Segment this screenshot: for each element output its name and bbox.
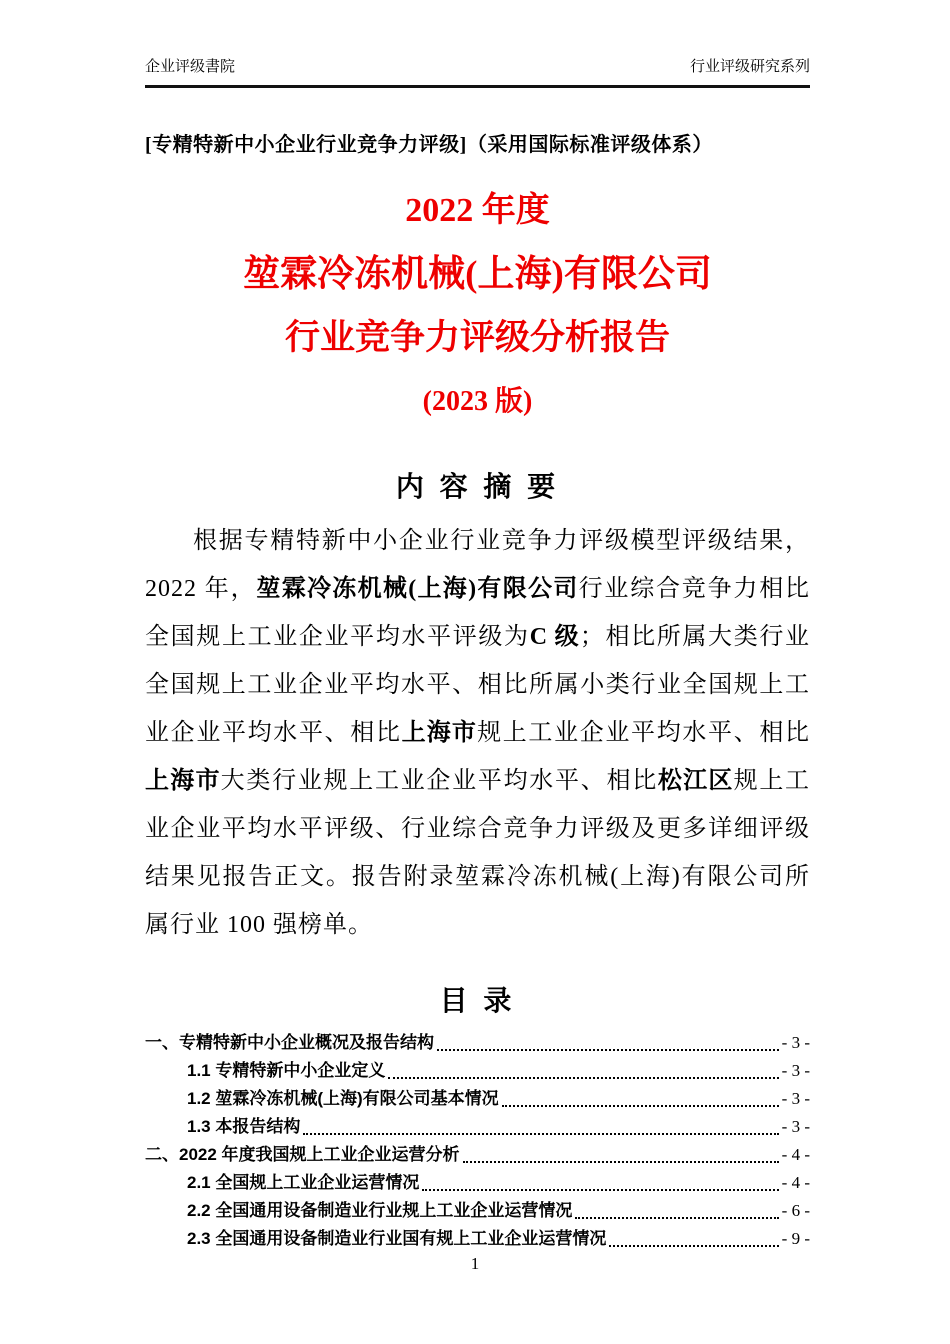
toc-dot-leader bbox=[609, 1245, 778, 1247]
header-left-text: 企业评级書院 bbox=[145, 58, 236, 75]
toc-entry-label: 1.1 专精特新中小企业定义 bbox=[187, 1061, 386, 1080]
toc-heading: 目 录 bbox=[439, 985, 516, 1016]
summary-bold-term: 堃霖冷冻机械(上海)有限公司 bbox=[256, 576, 579, 602]
toc-entry bbox=[145, 1169, 810, 1197]
toc-entry-label: 1.3 本报告结构 bbox=[187, 1117, 301, 1136]
toc-entry-page: - 4 - bbox=[781, 1173, 810, 1192]
summary-text-run: 根据专精特新中小企业行业竞争力评级模型评级结果，2022 年， bbox=[145, 528, 810, 602]
toc-entry-label: 1.2 堃霖冷冻机械(上海)有限公司基本情况 bbox=[187, 1089, 499, 1108]
summary-text-run: 行业综合竞争力相比全国规上工业企业平均水平评级为 bbox=[145, 576, 811, 650]
toc-entry bbox=[145, 1225, 810, 1253]
toc-dot-leader bbox=[502, 1105, 779, 1107]
summary-heading: 内 容 摘 要 bbox=[395, 471, 560, 502]
title-block bbox=[145, 191, 810, 419]
toc-entry-label: 一、专精特新中小企业概况及报告结构 bbox=[145, 1033, 434, 1052]
header-right-text: 行业评级研究系列 bbox=[689, 58, 810, 75]
toc-dot-leader bbox=[463, 1161, 779, 1163]
toc-dot-leader bbox=[303, 1133, 778, 1135]
toc-entry-page: - 4 - bbox=[781, 1145, 810, 1164]
title-report-line: 行业竞争力评级分析报告 bbox=[284, 318, 670, 357]
toc-entry-label: 2.2 全国通用设备制造业行业规上工业企业运营情况 bbox=[187, 1201, 573, 1220]
toc-entry-page: - 3 - bbox=[781, 1061, 810, 1080]
title-edition-line: (2023 版) bbox=[422, 386, 533, 417]
toc-entry-page: - 6 - bbox=[781, 1201, 810, 1220]
toc-entry-label: 2.1 全国规上工业企业运营情况 bbox=[187, 1173, 420, 1192]
toc-entry bbox=[145, 1057, 810, 1085]
toc-entry-page: - 3 - bbox=[781, 1033, 810, 1052]
summary-bold-term: 松江区 bbox=[657, 768, 734, 794]
toc-entry bbox=[145, 1141, 810, 1169]
toc-entry bbox=[145, 1029, 810, 1057]
summary-bold-term: C 级 bbox=[529, 624, 580, 650]
toc-entry bbox=[145, 1197, 810, 1225]
toc-entry-label: 二、2022 年度我国规上工业企业运营分析 bbox=[145, 1145, 460, 1164]
toc-entry-page: - 3 - bbox=[781, 1117, 810, 1136]
toc-entry bbox=[145, 1113, 810, 1141]
summary-text-run: 规上工业企业平均水平评级、行业综合竞争力评级及更多详细评级结果见报告正文。报告附录堃霖冷冻机械(上海)有限公司所属行业 100 强榜单。 bbox=[145, 768, 811, 938]
toc-entry-page: - 3 - bbox=[781, 1089, 810, 1108]
toc-entry-label: 2.3 全国通用设备制造业行业国有规上工业企业运营情况 bbox=[187, 1229, 607, 1248]
summary-bold-term: 上海市 bbox=[145, 768, 221, 794]
toc-entry-page: - 9 - bbox=[781, 1229, 810, 1248]
toc-dot-leader bbox=[388, 1077, 778, 1079]
toc-list bbox=[145, 1029, 810, 1253]
title-company-line: 堃霖冷冻机械(上海)有限公司 bbox=[243, 254, 712, 295]
header-rule bbox=[145, 85, 810, 88]
toc-entry bbox=[145, 1085, 810, 1113]
series-label: [专精特新中小企业行业竞争力评级]（采用国际标准评级体系） bbox=[145, 134, 713, 156]
toc-dot-leader bbox=[575, 1217, 778, 1219]
summary-text-run: 大类行业规上工业企业平均水平、相比 bbox=[220, 768, 658, 794]
page-header bbox=[145, 58, 810, 76]
summary-text-run: ；相比所属大类行业全国规上工业企业平均水平、相比所属小类行业全国规上工业企业平均水平、相比 bbox=[145, 624, 810, 746]
toc-dot-leader bbox=[437, 1049, 779, 1051]
summary-bold-term: 上海市 bbox=[401, 720, 478, 746]
toc-dot-leader bbox=[422, 1189, 778, 1191]
title-year-line: 2022 年度 bbox=[405, 192, 550, 229]
summary-text-run: 规上工业企业平均水平、相比 bbox=[477, 720, 811, 746]
summary-paragraph bbox=[145, 517, 810, 949]
page-number: 1 bbox=[470, 1254, 480, 1273]
